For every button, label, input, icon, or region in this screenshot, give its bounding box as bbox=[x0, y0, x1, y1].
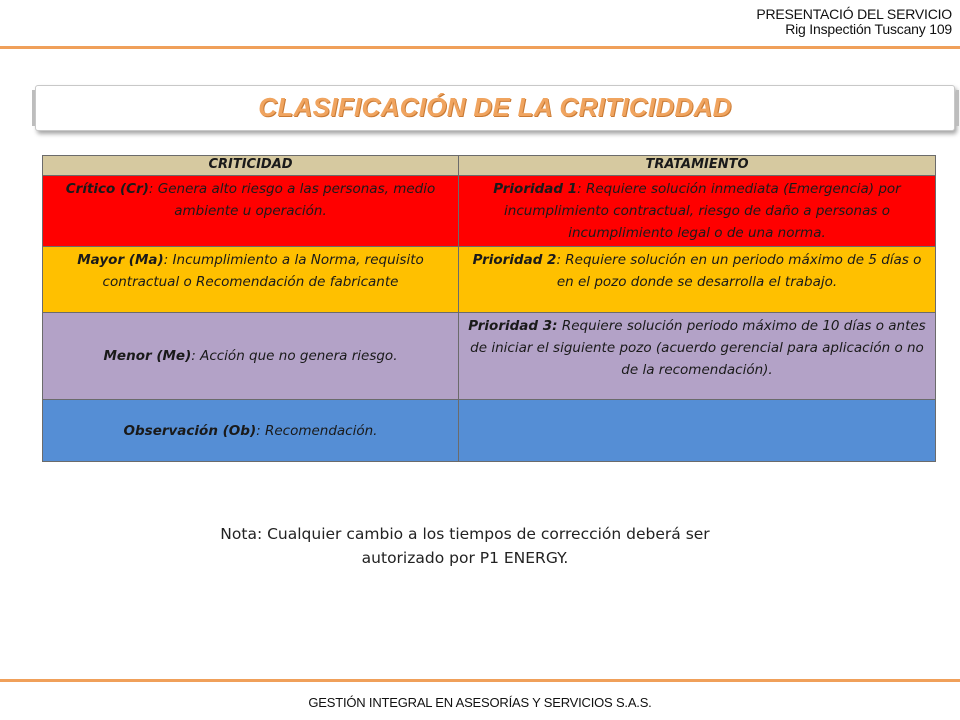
priority-name: Prioridad 3: bbox=[468, 318, 558, 334]
criticality-table bbox=[42, 155, 936, 462]
note-line-1: Nota: Cualquier cambio a los tiempos de corrección deberá ser bbox=[220, 525, 710, 543]
criticality-name: Observación (Ob) bbox=[123, 422, 257, 439]
criticality-description: : Genera alto riesgo a las personas, medio ambiente u operación. bbox=[148, 181, 436, 219]
top-divider bbox=[0, 46, 960, 49]
cell-criticidad bbox=[43, 176, 459, 247]
table-row-observacion bbox=[43, 400, 936, 462]
table-row-menor bbox=[43, 313, 936, 400]
bottom-divider bbox=[0, 679, 960, 682]
page-title: CLASIFICACIÓN DE LA CRITICIDDAD bbox=[258, 92, 732, 122]
cell-criticidad bbox=[43, 313, 459, 400]
cell-criticidad bbox=[43, 400, 459, 462]
cell-tratamiento bbox=[459, 400, 936, 462]
note-line-2: autorizado por P1 ENERGY. bbox=[361, 549, 569, 567]
criticality-description: : Acción que no genera riesgo. bbox=[191, 348, 398, 364]
priority-name: Prioridad 1 bbox=[493, 181, 578, 197]
table-header-row bbox=[43, 156, 936, 176]
header-line-2: Rig Inspectión Tuscany 109 bbox=[785, 21, 952, 37]
criticality-name: Mayor (Ma) bbox=[77, 252, 164, 268]
header-line-1: PRESENTACIÓ DEL SERVICIO bbox=[756, 6, 952, 22]
priority-name: Prioridad 2 bbox=[472, 252, 557, 268]
criticality-name: Crítico (Cr) bbox=[65, 181, 149, 197]
cell-tratamiento bbox=[459, 247, 936, 313]
note-text bbox=[175, 522, 755, 570]
column-header-criticidad: CRITICIDAD bbox=[43, 156, 459, 176]
cell-criticidad bbox=[43, 247, 459, 313]
priority-description: : Requiere solución en un periodo máximo de 5 días o en el pozo donde se desarrolla el trabajo. bbox=[556, 252, 922, 290]
cell-tratamiento bbox=[459, 176, 936, 247]
cell-tratamiento bbox=[459, 313, 936, 400]
criticality-description: : Recomendación. bbox=[256, 422, 378, 439]
header-info bbox=[756, 7, 952, 37]
priority-description: : Requiere solución inmediata (Emergencia) por incumplimiento contractual, riesgo de daño a personas o incumplimiento legal o de una norma. bbox=[504, 181, 901, 241]
table-row-mayor bbox=[43, 247, 936, 313]
title-banner bbox=[35, 85, 955, 131]
table-row-critico bbox=[43, 176, 936, 247]
footer-company: GESTIÓN INTEGRAL EN ASESORÍAS Y SERVICIOS S.A.S. bbox=[308, 695, 652, 710]
column-header-tratamiento: TRATAMIENTO bbox=[459, 156, 936, 176]
criticality-description: : Incumplimiento a la Norma, requisito contractual o Recomendación de fabricante bbox=[102, 252, 424, 290]
criticality-name: Menor (Me) bbox=[103, 348, 192, 364]
priority-description: Requiere solución periodo máximo de 10 días o antes de iniciar el siguiente pozo (acuerdo gerencial para aplicación o no de la recomendación). bbox=[470, 318, 926, 378]
